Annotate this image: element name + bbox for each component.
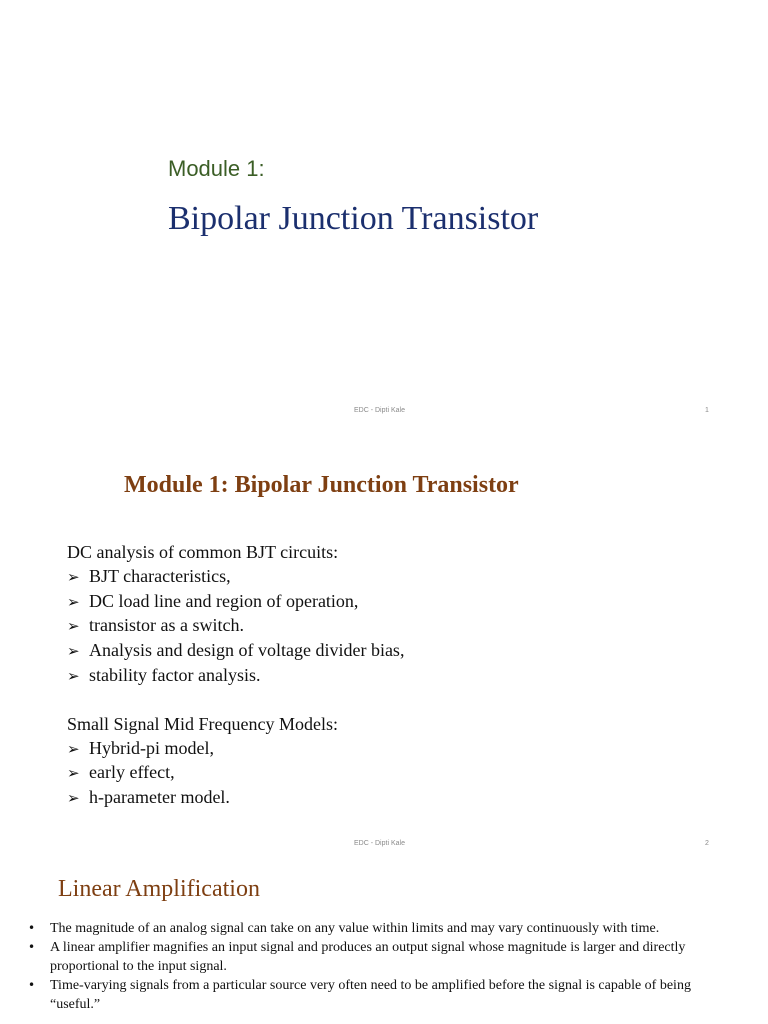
list-item: ➢ DC load line and region of operation,	[67, 590, 404, 615]
list-item: ➢ BJT characteristics,	[67, 565, 404, 590]
arrow-bullet-icon: ➢	[67, 642, 80, 661]
arrow-bullet-icon: ➢	[67, 789, 80, 808]
slide-1	[0, 0, 768, 432]
arrow-bullet-icon: ➢	[67, 666, 80, 685]
arrow-bullet-icon: ➢	[67, 567, 80, 586]
section-heading: DC analysis of common BJT circuits:	[67, 542, 339, 562]
page-number: 2	[705, 840, 709, 847]
arrow-bullet-icon: ➢	[67, 592, 80, 611]
list-item: • Time-varying signals from a particular source very often need to be amplified before the signal is capable of being “useful.”	[28, 978, 691, 1012]
list-item: ➢ early effect,	[67, 761, 404, 786]
list-item: ➢ transistor as a switch.	[67, 614, 404, 639]
slide-2	[0, 432, 768, 864]
footer-author: EDC - Dipti Kale	[354, 840, 405, 847]
arrow-bullet-icon: ➢	[67, 617, 80, 636]
spacer	[67, 689, 404, 713]
list-item: • A linear amplifier magnifies an input signal and produces an output signal whose magnitude is larger and directly proportional to the input signal.	[28, 940, 686, 974]
bullet-list	[28, 919, 718, 1014]
slide-title: Bipolar Junction Transistor	[168, 200, 539, 237]
section-heading: Small Signal Mid Frequency Models:	[67, 713, 338, 734]
slide-title: Module 1: Bipolar Junction Transistor	[124, 472, 519, 498]
footer-author: EDC - Dipti Kale	[354, 407, 405, 414]
bullet-dot-icon: •	[28, 940, 36, 954]
arrow-bullet-icon: ➢	[67, 739, 80, 758]
slide-body	[67, 541, 404, 811]
module-subtitle: Module 1:	[168, 156, 265, 181]
arrow-bullet-icon: ➢	[67, 764, 80, 783]
list-item: ➢ Analysis and design of voltage divider bias,	[67, 639, 404, 664]
list-item: ➢ h-parameter model.	[67, 786, 404, 811]
list-item: • The magnitude of an analog signal can take on any value within limits and may vary continuously with time.	[28, 921, 660, 936]
list-item: ➢ stability factor analysis.	[67, 664, 404, 689]
list-item: ➢ Hybrid-pi model,	[67, 737, 404, 762]
slide-3	[0, 864, 768, 1024]
bullet-dot-icon: •	[28, 978, 36, 992]
slide-title: Linear Amplification	[58, 876, 260, 902]
page-number: 1	[705, 407, 709, 414]
bullet-dot-icon: •	[28, 921, 36, 935]
